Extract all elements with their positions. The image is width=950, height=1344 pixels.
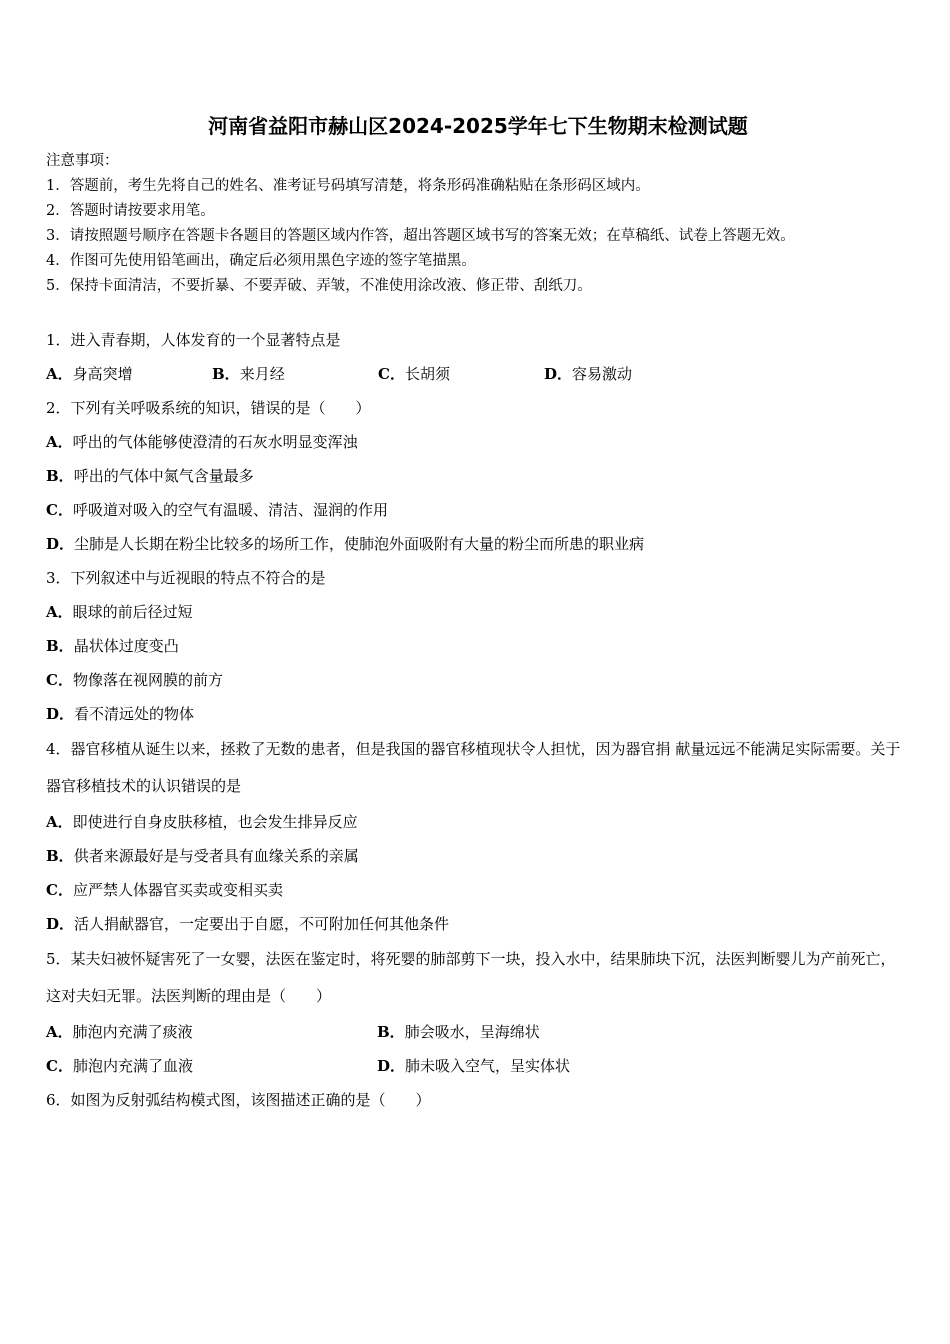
question-4-stem: 4．器官移植从诞生以来，拯救了无数的患者，但是我国的器官移植现状令人担忧，因为器官捐 献量远远不能满足实际需要。关于器官移植技术的认识错误的是: [46, 740, 901, 795]
question-6-stem: 6．如图为反射弧结构模式图，该图描述正确的是（ ）: [46, 1091, 431, 1109]
option-a: A．肺泡内充满了痰液: [46, 1023, 193, 1041]
option-c: C．应严禁人体器官买卖或变相买卖: [46, 881, 283, 899]
notice-item: 5．保持卡面清洁，不要折暴、不要弄破、弄皱，不准使用涂改液、修正带、刮纸刀。: [46, 278, 592, 294]
option-d: D．容易激动: [544, 365, 633, 383]
question-5-stem: 5．某夫妇被怀疑害死了一女婴，法医在鉴定时，将死婴的肺部剪下一块，投入水中，结果肺块下沉，法医判断婴儿为产前死亡，这对夫妇无罪。法医判断的理由是（ ）: [46, 950, 896, 1005]
option-b: B．呼出的气体中氮气含量最多: [46, 467, 254, 485]
notice-heading: 注意事项：: [46, 153, 119, 169]
notice-item: 2．答题时请按要求用笔。: [46, 203, 215, 219]
option-a: A．即使进行自身皮肤移植，也会发生排异反应: [46, 813, 358, 831]
question-1-stem: 1．进入青春期，人体发育的一个显著特点是: [46, 331, 341, 349]
notice-item: 4．作图可先使用铅笔画出，确定后必须用黑色字迹的签字笔描黑。: [46, 253, 476, 269]
question-5-options-row-2: [46, 1049, 910, 1083]
option-d: D．尘肺是人长期在粉尘比较多的场所工作，使肺泡外面吸附有大量的粉尘而所患的职业病: [46, 535, 645, 553]
option-d: D．活人捐献器官，一定要出于自愿，不可附加任何其他条件: [46, 915, 450, 933]
option-c: C．长胡须: [378, 365, 450, 383]
option-c: C．物像落在视网膜的前方: [46, 671, 223, 689]
option-a: A．眼球的前后径过短: [46, 603, 193, 621]
notice-section: [46, 149, 910, 299]
option-d: D．看不清远处的物体: [46, 705, 195, 723]
question-list: [46, 323, 910, 1117]
option-b: B．晶状体过度变凸: [46, 637, 179, 655]
question-1-options: [46, 357, 910, 391]
option-a: A．呼出的气体能够使澄清的石灰水明显变浑浊: [46, 433, 358, 451]
option-b: B．供者来源最好是与受者具有血缘关系的亲属: [46, 847, 359, 865]
notice-item: 3．请按照题号顺序在答题卡各题目的答题区域内作答，超出答题区域书写的答案无效；在草稿纸、试卷上答题无效。: [46, 228, 795, 244]
option-d: D．肺未吸入空气，呈实体状: [377, 1057, 571, 1075]
notice-item: 1．答题前，考生先将自己的姓名、准考证号码填写清楚，将条形码准确粘贴在条形码区域内。: [46, 178, 650, 194]
option-c: C．肺泡内充满了血液: [46, 1057, 193, 1075]
question-2-stem: 2．下列有关呼吸系统的知识，错误的是（ ）: [46, 399, 371, 417]
option-b: B．肺会吸水，呈海绵状: [377, 1023, 540, 1041]
option-c: C．呼吸道对吸入的空气有温暖、清洁、湿润的作用: [46, 501, 388, 519]
page-title: 河南省益阳市赫山区2024-2025学年七下生物期末检测试题: [208, 114, 748, 138]
option-a: A．身高突增: [46, 365, 133, 383]
question-5-options-row-1: [46, 1015, 910, 1049]
question-3-stem: 3．下列叙述中与近视眼的特点不符合的是: [46, 569, 326, 587]
option-b: B．来月经: [212, 365, 285, 383]
